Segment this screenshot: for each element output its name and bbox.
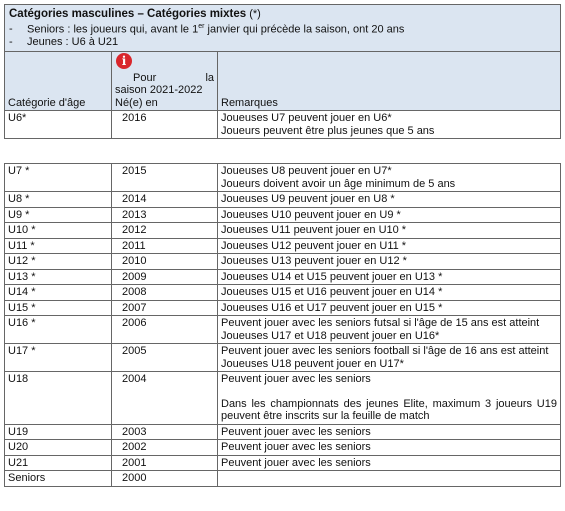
remark-line: Joueuses U15 et U16 peuvent jouer en U14 * <box>221 286 443 298</box>
intro-title-suffix: (*) <box>249 8 261 20</box>
table-row <box>5 285 561 301</box>
remarks-cell <box>218 269 561 285</box>
category-cell: U16 * <box>5 316 112 344</box>
year-cell: 2009 <box>112 269 218 285</box>
remark-line: Joueuses U8 peuvent jouer en U7* <box>221 165 392 177</box>
category-cell: U12 * <box>5 254 112 270</box>
remark-line: Joueuses U17 et U18 peuvent jouer en U16* <box>221 329 440 342</box>
category-cell: U19 <box>5 424 112 440</box>
year-cell: 2012 <box>112 223 218 239</box>
season-pour-text: Pour <box>133 71 157 84</box>
category-cell: U14 * <box>5 285 112 301</box>
season-la-text: la <box>205 71 214 84</box>
year-cell: 2004 <box>112 372 218 425</box>
intro-line <box>9 21 556 36</box>
remark-line: Dans les championnats des jeunes Elite, maximum 3 joueurs U19 peuvent être inscrits sur la feuille de match <box>221 397 557 422</box>
remarks-cell <box>218 285 561 301</box>
col-header-age <box>5 52 112 111</box>
remark-line: Peuvent jouer avec les seniors football si l'âge de 16 ans est atteint <box>221 345 549 357</box>
category-cell: U20 <box>5 440 112 456</box>
col-header-age-label: Catégorie d'âge <box>8 96 86 109</box>
remarks-cell <box>218 254 561 270</box>
remarks-cell <box>218 223 561 239</box>
table-row <box>5 455 561 471</box>
intro-line-text: Seniors : les joueurs qui, avant le 1 <box>27 23 199 36</box>
table-row <box>5 111 561 139</box>
intro-line-sup: er <box>198 22 205 30</box>
category-cell: U21 <box>5 455 112 471</box>
year-cell: 2007 <box>112 300 218 316</box>
intro-lines <box>9 21 556 49</box>
category-cell: U13 * <box>5 269 112 285</box>
table-row <box>5 440 561 456</box>
year-cell: 2005 <box>112 344 218 372</box>
intro-line-text: Jeunes : U6 à U21 <box>27 35 119 48</box>
remarks-cell <box>218 424 561 440</box>
categories-table <box>4 163 561 487</box>
remarks-cell <box>218 316 561 344</box>
table-row <box>5 238 561 254</box>
remark-line: Joueurs peuvent être plus jeunes que 5 ans <box>221 124 435 137</box>
remark-line: Joueuses U11 peuvent jouer en U10 * <box>221 224 407 236</box>
year-cell: 2000 <box>112 471 218 487</box>
year-cell: 2013 <box>112 207 218 223</box>
year-cell: 2001 <box>112 455 218 471</box>
intro-title-text: Catégories masculines – Catégories mixtes <box>9 8 247 20</box>
category-cell: U8 * <box>5 192 112 208</box>
remark-line: Joueuses U7 peuvent jouer en U6* <box>221 112 392 125</box>
remark-line: Peuvent jouer avec les seniors <box>221 425 371 438</box>
remarks-cell <box>218 344 561 372</box>
info-icon[interactable]: i <box>116 53 132 69</box>
category-cell: U6* <box>5 111 112 139</box>
intro-title <box>9 8 556 21</box>
remarks-cell <box>218 372 561 425</box>
table-row <box>5 192 561 208</box>
table-row <box>5 300 561 316</box>
category-cell: U11 * <box>5 238 112 254</box>
table-row <box>5 164 561 192</box>
year-cell: 2014 <box>112 192 218 208</box>
year-cell: 2006 <box>112 316 218 344</box>
remarks-cell <box>218 440 561 456</box>
table-row <box>5 223 561 239</box>
categories-intro-box <box>5 5 561 52</box>
remarks-cell <box>218 207 561 223</box>
col-header-remarks-label: Remarques <box>221 96 278 109</box>
remark-line: Joueuses U16 et U17 peuvent jouer en U15 * <box>221 301 443 314</box>
remark-line: Joueurs doivent avoir un âge minimum de 5 ans <box>221 177 456 190</box>
bullet-dash: - <box>9 23 13 36</box>
category-cell: U15 * <box>5 300 112 316</box>
category-cell: Seniors <box>5 471 112 487</box>
categories-header-table <box>4 4 561 139</box>
remarks-cell <box>218 192 561 208</box>
col-header-remarks <box>218 52 561 111</box>
year-cell: 2003 <box>112 424 218 440</box>
category-cell: U7 * <box>5 164 112 192</box>
category-cell: U10 * <box>5 223 112 239</box>
table-row <box>5 344 561 372</box>
remark-line: Joueuses U13 peuvent jouer en U12 * <box>221 255 407 267</box>
remark-line: Joueuses U10 peuvent jouer en U9 * <box>221 208 401 221</box>
remark-line: Joueuses U9 peuvent jouer en U8 * <box>221 193 395 205</box>
season-text: saison 2021-2022 <box>115 84 203 97</box>
table-row <box>5 269 561 285</box>
remarks-cell <box>218 111 561 139</box>
remarks-cell <box>218 471 561 487</box>
remarks-cell <box>218 164 561 192</box>
table-row <box>5 207 561 223</box>
remark-line: Joueuses U18 peuvent jouer en U17* <box>221 357 404 370</box>
table-row <box>5 471 561 487</box>
table-row <box>5 254 561 270</box>
table-row <box>5 372 561 425</box>
category-cell: U18 <box>5 372 112 425</box>
remark-line: Peuvent jouer avec les seniors <box>221 456 371 469</box>
col-header-season-label <box>115 72 214 110</box>
year-cell: 2010 <box>112 254 218 270</box>
col-header-season <box>112 52 218 111</box>
category-cell: U17 * <box>5 344 112 372</box>
remark-line: Joueuses U12 peuvent jouer en U11 * <box>221 239 407 252</box>
remark-line: Peuvent jouer avec les seniors <box>221 441 371 453</box>
table-row <box>5 424 561 440</box>
table-row <box>5 316 561 344</box>
remark-line: Joueuses U14 et U15 peuvent jouer en U13 * <box>221 270 443 283</box>
year-cell: 2008 <box>112 285 218 301</box>
remark-line: Peuvent jouer avec les seniors <box>221 373 371 385</box>
born-in-text: Né(e) en <box>115 96 158 109</box>
category-cell: U9 * <box>5 207 112 223</box>
year-cell: 2002 <box>112 440 218 456</box>
remarks-cell <box>218 238 561 254</box>
year-cell: 2011 <box>112 238 218 254</box>
intro-line <box>9 36 556 49</box>
intro-line-text: janvier qui précède la saison, ont 20 ans <box>204 23 405 36</box>
remarks-cell <box>218 455 561 471</box>
year-cell: 2016 <box>112 111 218 139</box>
year-cell: 2015 <box>112 164 218 192</box>
remarks-cell <box>218 300 561 316</box>
bullet-dash: - <box>9 35 13 48</box>
remark-line: Peuvent jouer avec les seniors futsal si l'âge de 15 ans est atteint <box>221 317 540 329</box>
